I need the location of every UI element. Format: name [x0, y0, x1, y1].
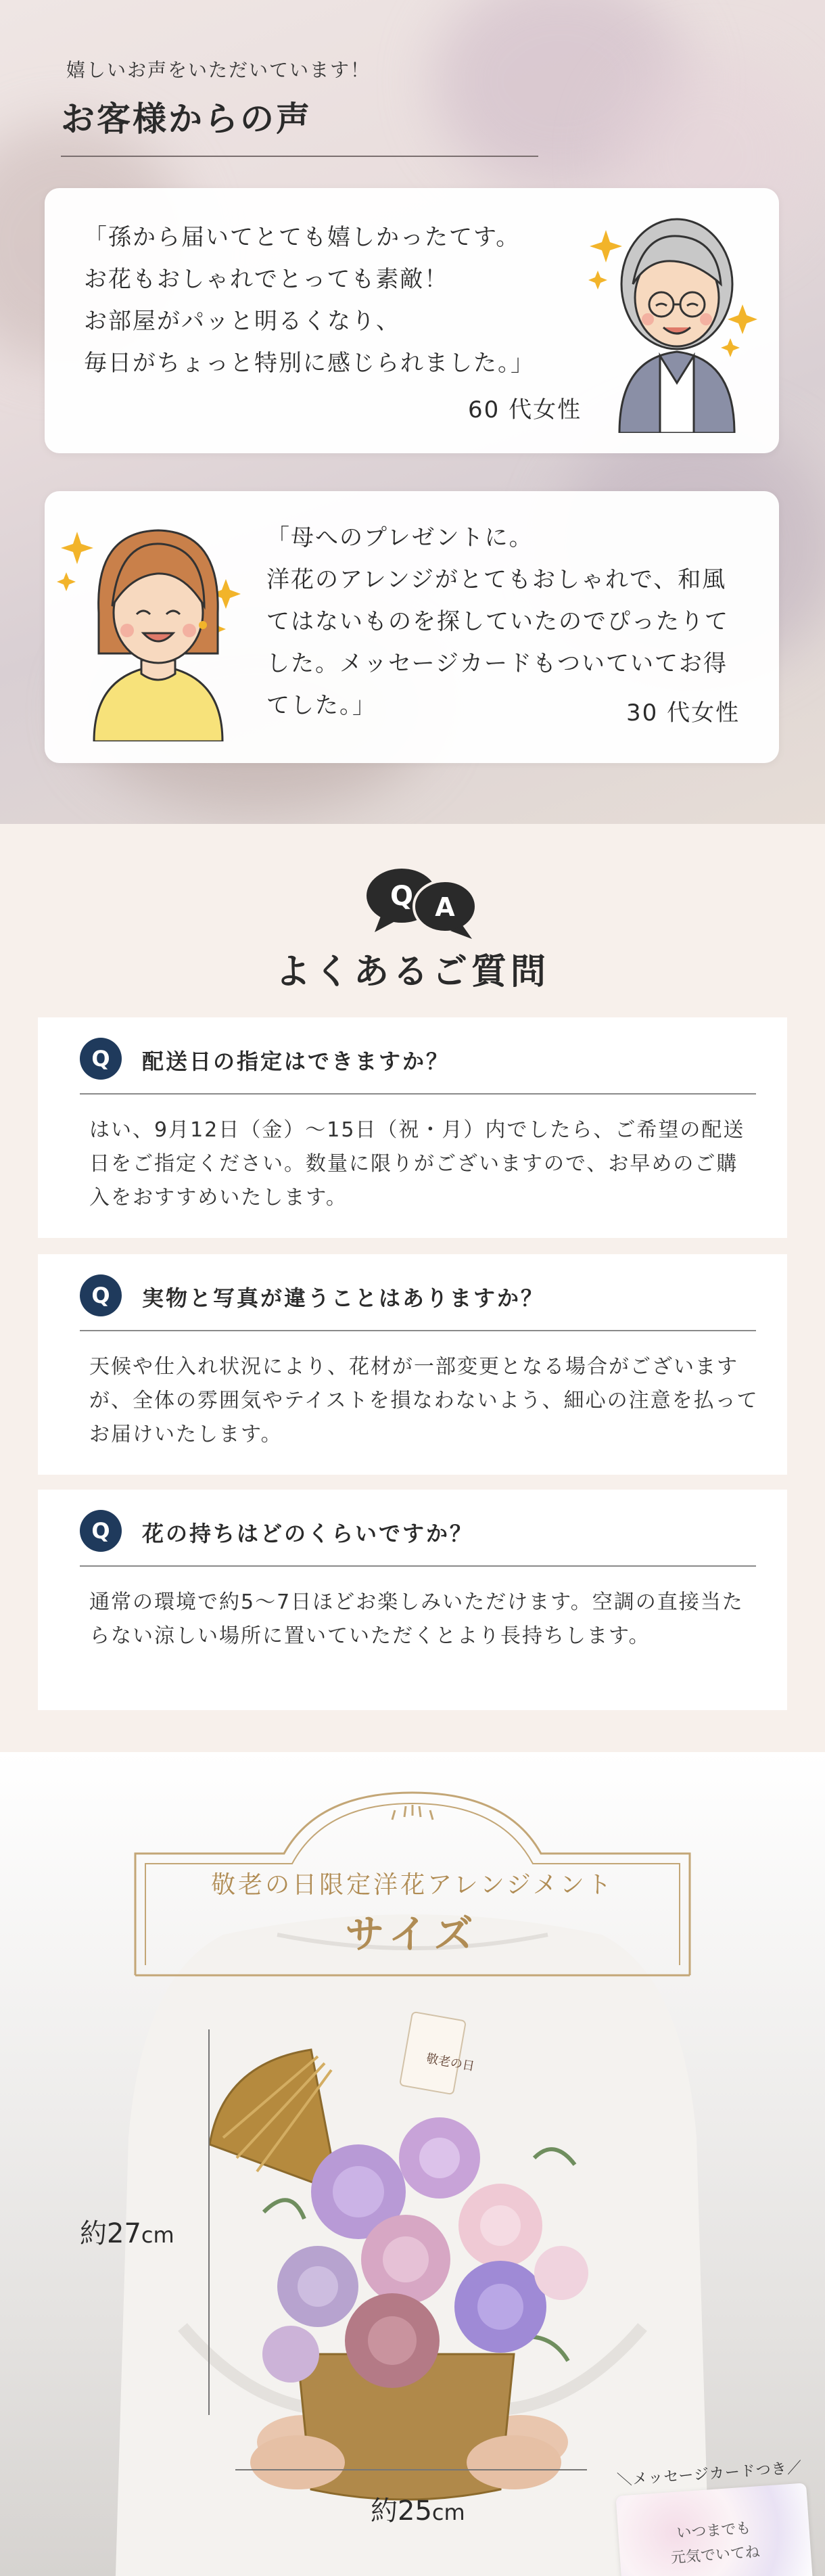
faq-answer: はい、9月12日（金）〜15日（祝・月）内でしたら、ご希望の配送日をご指定ください。数量に限りがございますので、お早めのご購入をおすすめいたします。: [89, 1118, 745, 1210]
testimonial-author: 30 代女性: [626, 699, 740, 727]
faq-question: 実物と写真が違うことはありますか？: [142, 1285, 545, 1311]
elderly-woman-icon: [586, 203, 768, 433]
message-card-text: いつまでも 元気でいてね: [670, 2520, 761, 2567]
height-dimension-label: [80, 2212, 174, 2251]
width-unit: cm: [431, 2500, 465, 2525]
faq-question: 花の持ちはどのくらいですか？: [142, 1521, 474, 1546]
testimonial-quote: 「母へのプレゼントに。 洋花のアレンジがとてもおしゃれで、和風 てはないものを探していたのでぴったりて した。メッセージカードもついていてお得 てした。」: [266, 524, 729, 719]
faq-item: [38, 1017, 787, 1238]
height-dimension-line: [208, 2029, 210, 2415]
voices-divider: [61, 156, 538, 157]
faq-item: [38, 1490, 787, 1710]
voices-title: お客様からの声: [61, 99, 312, 139]
testimonial-card: [45, 491, 779, 763]
question-badge: Q: [80, 1038, 122, 1080]
height-unit: cm: [141, 2222, 174, 2248]
qa-bubbles-icon: [361, 865, 483, 939]
width-dimension-line: [235, 2469, 587, 2470]
size-title: サイズ: [345, 1911, 480, 1957]
faq-item: [38, 1254, 787, 1475]
faq-divider: [80, 1330, 756, 1331]
message-card-label: ＼メッセージカードつき／: [616, 2459, 803, 2489]
height-value: 27: [107, 2218, 141, 2249]
testimonial-quote: 「孫から届いてとても嬉しかったてす。 お花もおしゃれでとっても素敵！ お部屋がパッと明るくなり、 毎日がちょっと特別に感じられました。」: [84, 224, 535, 377]
size-section: [0, 1752, 825, 2576]
testimonial-author: 60 代女性: [468, 396, 582, 423]
testimonial-card: [45, 188, 779, 453]
young-woman-icon: [57, 511, 253, 741]
question-badge: Q: [80, 1510, 122, 1552]
faq-divider: [80, 1565, 756, 1567]
faq-section: [0, 824, 825, 1752]
qa-icon-q: Q: [390, 881, 414, 912]
faq-divider: [80, 1093, 756, 1095]
size-subtitle: 敬老の日限定洋花アレンジメント: [211, 1871, 614, 1899]
voices-subtitle: 嬉しいお声をいただいています！: [66, 59, 371, 81]
customer-voices-section: [0, 0, 825, 824]
message-card: [616, 2483, 814, 2576]
flower-bouquet-image: [183, 1989, 629, 2503]
faq-answer: 天候や仕入れ状況により、花材が一部変更となる場合がございますが、全体の雰囲気やテイストを損なわないよう、細心の注意を払ってお届けいたします。: [89, 1355, 759, 1446]
bouquet-tag-text: 敬老の日: [425, 2051, 476, 2074]
width-value: 25: [398, 2496, 432, 2527]
width-prefix: 約: [371, 2496, 398, 2527]
qa-icon-a: A: [435, 892, 455, 922]
faq-title: よくあるご質問: [275, 952, 550, 992]
width-dimension-label: [371, 2489, 465, 2528]
question-badge: Q: [80, 1274, 122, 1316]
message-card-image: [605, 2455, 822, 2576]
height-prefix: 約: [80, 2218, 107, 2249]
faq-question: 配送日の指定はできますか？: [142, 1049, 450, 1074]
faq-answer: 通常の環境で約5〜7日ほどお楽しみいただけます。空調の直接当たらない涼しい場所に置いていただくとより長持ちします。: [89, 1590, 744, 1648]
